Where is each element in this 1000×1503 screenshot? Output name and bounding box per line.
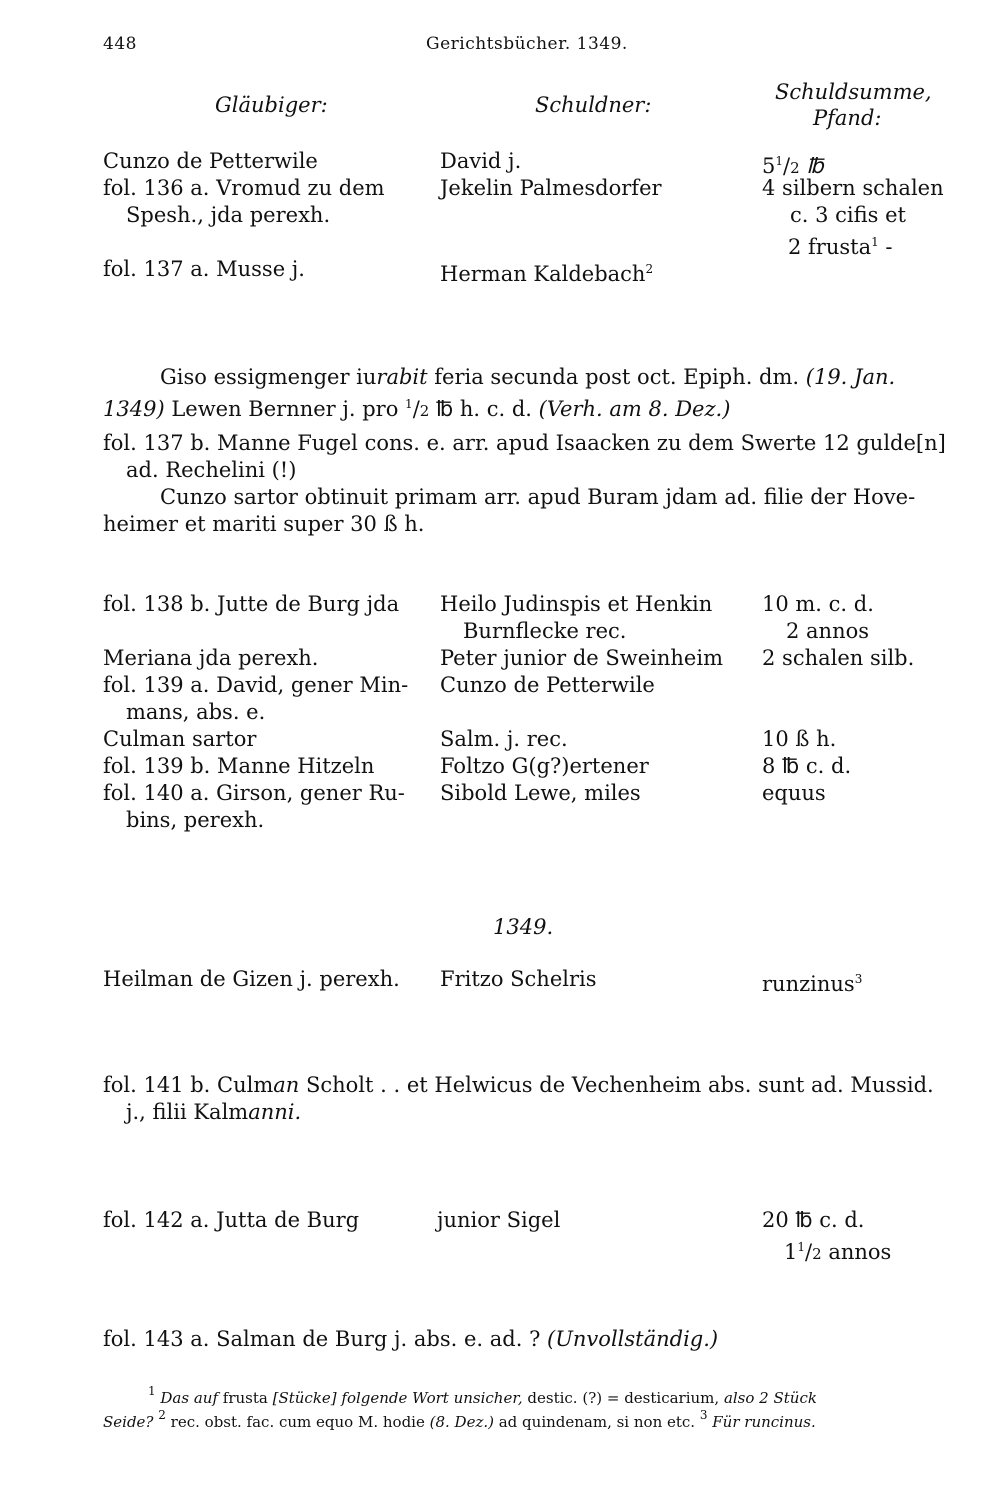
entry-sum: 8 ℔ c. d. (762, 754, 852, 778)
entry-term: $1^1/2$ annos (784, 1240, 892, 1264)
column-heading-sum: Schuldsumme, (775, 80, 932, 104)
entry-creditor: Culman sartor (103, 727, 257, 751)
entry-debtor: Herman Kaldebach$^2$ (440, 262, 654, 286)
entry-creditor: fol. 142 a. Jutta de Burg (103, 1208, 360, 1232)
footnote-ref: 2 (645, 262, 654, 276)
footnote-ref: 1 (871, 235, 879, 249)
entry-creditor: Cunzo de Petterwile (103, 149, 318, 173)
entry-creditor-cont: mans, abs. e. (126, 700, 266, 724)
paragraph-line: fol. 143 a. Salman de Burg j. abs. e. ad. ? (Unvollständig.) (103, 1327, 719, 1351)
entry-debtor: Heilo Judinspis et Henkin (440, 592, 713, 616)
entry-debtor: Jekelin Palmesdorfer (440, 176, 662, 200)
entry-debtor: junior Sigel (437, 1208, 561, 1232)
paragraph-line: ad. Rechelini (!) (126, 458, 297, 482)
entry-creditor: fol. 136 a. Vromud zu dem (103, 176, 385, 200)
entry-debtor: Sibold Lewe, miles (440, 781, 641, 805)
entry-debtor: Fritzo Schelris (440, 967, 597, 991)
paragraph-line: Giso essigmenger iurabit feria secunda post oct. Epiph. dm. (19. Jan. (160, 365, 896, 389)
entry-creditor: Meriana jda perexh. (103, 646, 319, 670)
entry-sum: $5^1/2$ ℔ (762, 154, 824, 178)
entry-creditor-cont: bins, perexh. (126, 808, 265, 832)
entry-creditor: fol. 140 a. Girson, gener Ru- (103, 781, 405, 805)
running-head: Gerichtsbücher. 1349. (426, 34, 628, 54)
column-heading-pledge: Pfand: (813, 106, 882, 130)
entry-creditor: fol. 139 b. Manne Hitzeln (103, 754, 375, 778)
paragraph-line: 1349) Lewen Bernner j. pro $^1$/2 ℔ h. c. d. (Verh. am 8. Dez.) (103, 397, 731, 421)
entry-pledge-cont: c. 3 cifis et (790, 203, 906, 227)
footnote-ref: 3 (854, 972, 863, 986)
page-number: 448 (103, 34, 137, 54)
entry-creditor: Heilman de Gizen j. perexh. (103, 967, 400, 991)
entry-pledge: equus (762, 781, 826, 805)
entry-debtor: Salm. j. rec. (440, 727, 568, 751)
entry-debtor: David j. (440, 149, 522, 173)
entry-creditor-cont: Spesh., jda perexh. (126, 203, 331, 227)
entry-debtor: Foltzo G(g?)ertener (440, 754, 649, 778)
entry-creditor: fol. 138 b. Jutte de Burg jda (103, 592, 400, 616)
entry-sum: 10 ß h. (762, 727, 837, 751)
paragraph-line: fol. 141 b. Culman Scholt . . et Helwicus de Vechenheim abs. sunt ad. Mussid. (103, 1073, 934, 1097)
year-heading: 1349. (493, 915, 554, 939)
entry-pledge: 2 schalen silb. (762, 646, 915, 670)
paragraph-line: heimer et mariti super 30 ß h. (103, 512, 425, 536)
column-heading-debtor: Schuldner: (535, 93, 652, 117)
entry-term: 2 annos (786, 619, 870, 643)
entry-pledge-cont: 2 frusta$^1$ - (788, 235, 893, 259)
entry-debtor: Cunzo de Petterwile (440, 673, 655, 697)
column-heading-creditor: Gläubiger: (215, 93, 328, 117)
entry-creditor: fol. 137 a. Musse j. (103, 257, 305, 281)
entry-pledge: 4 silbern schalen (762, 176, 944, 200)
entry-sum: 20 ℔ c. d. (762, 1208, 865, 1232)
paragraph-line: j., filii Kalmanni. (126, 1100, 302, 1124)
paragraph-line: Cunzo sartor obtinuit primam arr. apud Buram jdam ad. filie der Hove- (160, 485, 916, 509)
entry-debtor: Peter junior de Sweinheim (440, 646, 723, 670)
footnote-line: $^1$ Das auf frusta [Stücke] folgende Wort unsicher, destic. (?) = desticarium, also 2 Stück (148, 1384, 817, 1407)
entry-pledge: runzinus$^3$ (762, 972, 863, 996)
entry-sum: 10 m. c. d. (762, 592, 874, 616)
entry-creditor: fol. 139 a. David, gener Min- (103, 673, 409, 697)
entry-debtor-cont: Burnflecke rec. (463, 619, 627, 643)
paragraph-line: fol. 137 b. Manne Fugel cons. e. arr. apud Isaacken zu dem Swerte 12 gulde[n] (103, 431, 946, 455)
footnote-line: Seide? $^2$ rec. obst. fac. cum equo M. hodie (8. Dez.) ad quindenam, si non etc. $^3$ Für runcinus. (103, 1408, 816, 1431)
